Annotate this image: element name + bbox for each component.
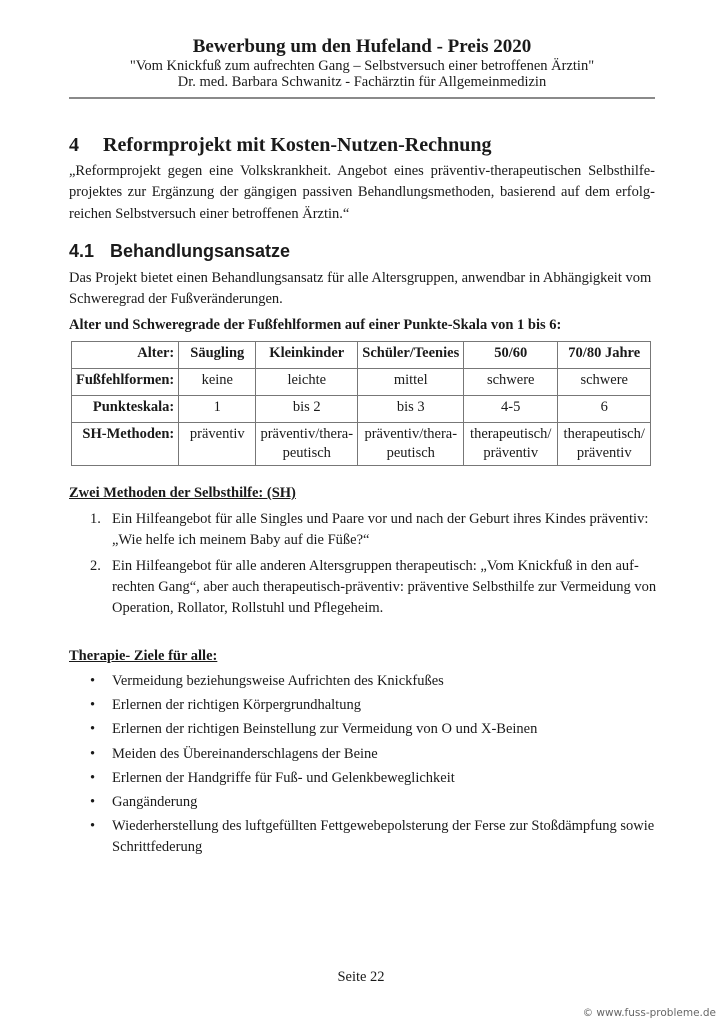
bullet-icon: • xyxy=(90,818,96,835)
goals-heading: Therapie- Ziele für alle: xyxy=(69,648,218,664)
header-title: Bewerbung um den Hufeland - Preis 2020 xyxy=(192,36,532,57)
table-cell: Säugling xyxy=(179,342,256,369)
table-cell: 4-5 xyxy=(464,396,558,423)
list-number: 2. xyxy=(90,558,101,574)
table-row xyxy=(72,396,651,423)
header-subtitle: "Vom Knickfuß zum aufrechten Gang – Selbstversuch einer betroffenen Ärztin" xyxy=(129,58,595,74)
table-cell: präventiv/therapeutisch xyxy=(256,423,358,466)
subsection-heading xyxy=(69,240,290,262)
table-row xyxy=(72,342,651,369)
table-cell: keine xyxy=(179,369,256,396)
subsection-paragraph: Das Projekt bietet einen Behandlungsansatz für alle Altersgruppen, anwendbar in Abhängigkeit vom Schweregrad der Fußveränderungen. xyxy=(69,270,652,307)
list-item xyxy=(69,792,659,813)
goals-list xyxy=(69,671,659,861)
list-item xyxy=(69,719,659,740)
table-cell: mittel xyxy=(358,369,464,396)
header-divider xyxy=(69,97,655,99)
methods-heading: Zwei Methoden der Selbsthilfe: (SH) xyxy=(69,485,296,501)
section-intro: „Reformprojekt gegen eine Volkskrankheit. Angebot eines präventiv-therapeutischen Selbsthilfeprojektes zur Ergänzung der gängigen passiven Behandlungsmethoden, basierend auf dem erfolgreichen Selbstversuch einer betroffenen Ärztin.“ xyxy=(69,163,655,222)
severity-table xyxy=(71,341,651,466)
section-title: Reformprojekt mit Kosten-Nutzen-Rechnung xyxy=(103,134,492,156)
section-number: 4 xyxy=(69,134,79,156)
list-item-text: Ein Hilfeangebot für alle Singles und Paare vor und nach der Geburt ihres Kindes präventiv: „Wie helfe ich meinem Baby auf die Füße?“ xyxy=(112,511,649,548)
list-item xyxy=(69,556,659,619)
list-item xyxy=(69,671,659,692)
list-number: 1. xyxy=(90,511,101,527)
subsection-title: Behandlungsansatze xyxy=(110,241,291,261)
table-cell: therapeutisch/ präventiv xyxy=(464,423,558,466)
list-item-text: Gangänderung xyxy=(112,793,198,810)
table-cell: schwere xyxy=(464,369,558,396)
table-cell: Schüler/Teenies xyxy=(358,342,464,369)
table-cell: leichte xyxy=(256,369,358,396)
list-item-text: Vermeidung beziehungsweise Aufrichten des Knickfußes xyxy=(112,673,444,689)
page-number: Seite 22 xyxy=(337,969,385,985)
bullet-icon: • xyxy=(90,793,96,810)
table-row xyxy=(72,369,651,396)
table-cell: Kleinkinder xyxy=(256,342,358,369)
list-item xyxy=(69,816,659,858)
list-item-text: Erlernen der richtigen Körpergrundhaltung xyxy=(112,697,361,714)
row-label: SH-Methoden: xyxy=(72,423,179,466)
list-item-text: Ein Hilfeangebot für alle anderen Altersgruppen therapeutisch: „Vom Knickfuß in den aufrechten Gang“, aber auch therapeutisch-präventiv: präventive Selbsthilfe zur Vermeidung von Operation, Rollator, Rollstuhl und Pflegeheim. xyxy=(112,558,657,616)
table-cell: bis 2 xyxy=(256,396,358,423)
methods-list xyxy=(69,509,659,624)
row-label: Fußfehlformen: xyxy=(72,369,179,396)
list-item-text: Meiden des Übereinanderschlagens der Beine xyxy=(112,745,378,762)
list-item-text: Erlernen der Handgriffe für Fuß- und Gelenkbeweglichkeit xyxy=(112,769,455,786)
table-cell: 50/60 xyxy=(464,342,558,369)
table-row xyxy=(72,423,651,466)
row-label: Alter: xyxy=(72,342,179,369)
section-heading xyxy=(69,133,491,157)
table-cell: präventiv xyxy=(179,423,256,466)
table-cell: 70/80 Jahre xyxy=(558,342,651,369)
subsection-number: 4.1 xyxy=(69,241,95,261)
table-cell: 6 xyxy=(558,396,651,423)
table-caption: Alter und Schweregrade der Fußfehlformen auf einer Punkte-Skala von 1 bis 6: xyxy=(69,317,562,333)
list-item-text: Erlernen der richtigen Beinstellung zur Vermeidung von O und X-Beinen xyxy=(112,721,538,738)
bullet-icon: • xyxy=(90,745,96,762)
table-cell: 1 xyxy=(179,396,256,423)
copyright-watermark: © www.fuss-probleme.de xyxy=(582,1007,716,1019)
bullet-icon: • xyxy=(90,721,96,738)
list-item xyxy=(69,768,659,789)
bullet-icon: • xyxy=(90,673,96,689)
table-cell: bis 3 xyxy=(358,396,464,423)
bullet-icon: • xyxy=(90,697,96,714)
row-label: Punkteskala: xyxy=(72,396,179,423)
list-item xyxy=(69,695,659,716)
bullet-icon: • xyxy=(90,769,96,786)
header-author: Dr. med. Barbara Schwanitz - Fachärztin für Allgemeinmedizin xyxy=(177,74,547,90)
table-cell: schwere xyxy=(558,369,651,396)
table-cell: präventiv/therapeutisch xyxy=(358,423,464,466)
list-item-text: Wiederherstellung des luftgefüllten Fettgewebepolsterung der Ferse zur Stoßdämpfung sowie Schrittfederung xyxy=(112,818,655,856)
list-item xyxy=(69,744,659,765)
list-item xyxy=(69,509,659,551)
table-cell: therapeutisch/ präventiv xyxy=(558,423,651,466)
